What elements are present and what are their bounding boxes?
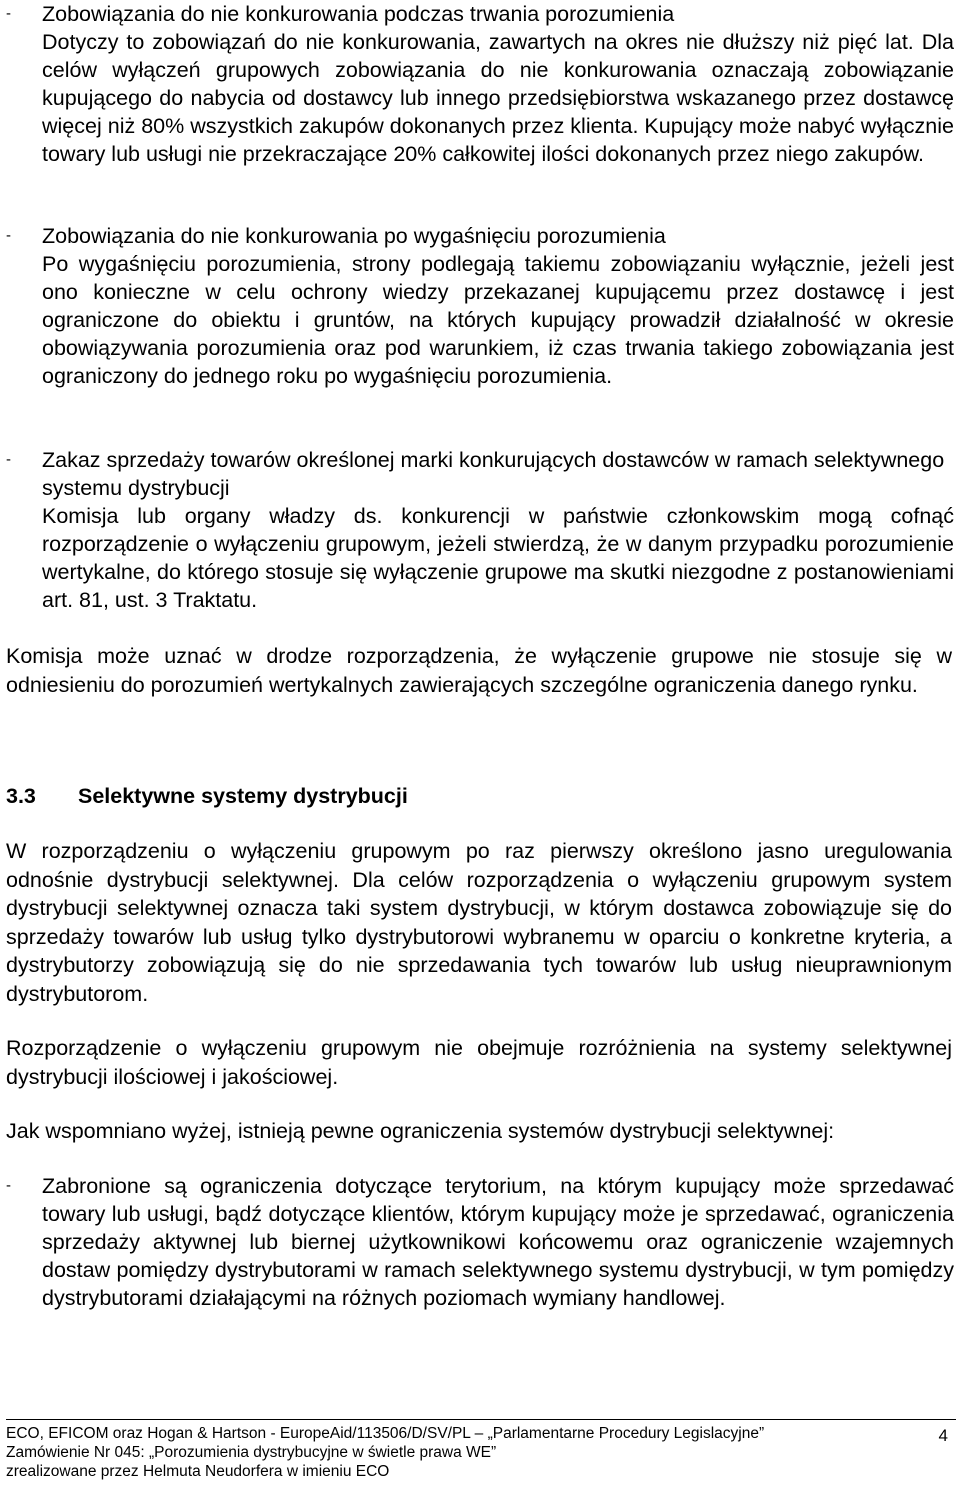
bullet-text: Po wygaśnięciu porozumienia, strony podlegają takiemu zobowiązaniu wyłącznie, jeżeli jest ono konieczne w celu ochrony wiedzy przekazanej kupującemu przez dostawcę i jest ograniczone do obiektu i gruntów, na których kupujący prowadził działalność w okresie obowiązywania porozumienia oraz pod warunkiem, iż czas trwania takiego zobowiązania jest ograniczony do jednego roku po wygaśnięciu porozumienia.	[42, 252, 954, 388]
bullet-territory-restrictions	[6, 1172, 954, 1312]
bullet-dash: -	[6, 227, 11, 244]
footer-line-2: Zamówienie Nr 045: „Porozumienia dystrybucyjne w świetle prawa WE”	[6, 1444, 497, 1461]
page-number: 4	[938, 1426, 948, 1445]
bullet-text: Zabronione są ograniczenia dotyczące terytorium, na którym kupujący może sprzedawać towary lub usługi, bądź dotyczące klientów, którym kupujący może je sprzedawać, ograniczenia sprzedaży aktywnej lub biernej użytkownikowi końcowemu oraz ograniczenie wzajemnych dostaw pomiędzy dystrybutorami w ramach selektywnego systemu dystrybucji, w tym pomiędzy dystrybutorami działającymi na różnych poziomach wymiany handlowej.	[42, 1174, 954, 1310]
section-title: Selektywne systemy dystrybucji	[78, 784, 408, 808]
paragraph-restrictions-intro: Jak wspomniano wyżej, istnieją pewne ograniczenia systemów dystrybucji selektywnej:	[6, 1119, 835, 1143]
bullet-heading: Zobowiązania do nie konkurowania po wygaśnięciu porozumienia	[42, 224, 666, 248]
section-heading	[6, 784, 408, 809]
paragraph-no-distinction: Rozporządzenie o wyłączeniu grupowym nie obejmuje rozróżnienia na systemy selektywnej dystrybucji ilościowej i jakościowej.	[6, 1036, 952, 1089]
paragraph-commission: Komisja może uznać w drodze rozporządzenia, że wyłączenie grupowe nie stosuje się w odniesieniu do porozumień wertykalnych zawierających szczególne ograniczenia danego rynku.	[6, 644, 952, 697]
bullet-heading: Zobowiązania do nie konkurowania podczas trwania porozumienia	[42, 2, 675, 26]
paragraph-selective-definition: W rozporządzeniu o wyłączeniu grupowym po raz pierwszy określono jasno uregulowania odnośnie dystrybucji selektywnej. Dla celów rozporządzenia o wyłączeniu grupowym system dystrybucji selektywnej oznacza taki system dystrybucji, w którym dostawca zobowiązuje się do sprzedaży towarów lub usług tylko dystrybutorowi wybranemu w oparciu o konkretne kryteria, a dystrybutorzy zobowiązują się do nie sprzedawania tych towarów lub usług nieuprawnionym dystrybutorom.	[6, 839, 952, 1006]
bullet-non-compete-after	[6, 222, 954, 390]
bullet-dash: -	[6, 451, 11, 468]
bullet-dash: -	[6, 1177, 11, 1194]
bullet-text: Komisja lub organy władzy ds. konkurencji w państwie członkowskim mogą cofnąć rozporządzenie o wyłączeniu grupowym, jeżeli stwierdzą, że w danym przypadku porozumienie wertykalne, do którego stosuje się wyłączenie grupowe ma skutki niezgodne z postanowieniami art. 81, ust. 3 Traktatu.	[42, 504, 954, 612]
bullet-text: Dotyczy to zobowiązań do nie konkurowania, zawartych na okres nie dłuższy niż pięć lat. Dla celów wyłączeń grupowych zobowiązania do nie konkurowania oznaczają zobowiązanie kupującego do nabycia od dostawcy lub innego przedsiębiorstwa wskazanego przez dostawcę więcej niż 80% wszystkich zakupów dokonanych przez klienta. Kupujący może nabyć wyłącznie towary lub usługi nie przekraczające 20% całkowitej ilości dokonanych przez niego zakupów.	[42, 30, 954, 166]
section-number: 3.3	[6, 784, 36, 808]
footer-line-3: zrealizowane przez Helmuta Neudorfera w imieniu ECO	[6, 1463, 390, 1480]
page-footer	[6, 1424, 956, 1481]
footer-rule	[6, 1419, 956, 1420]
footer-line-1: ECO, EFICOM oraz Hogan & Hartson - EuropeAid/113506/D/SV/PL – „Parlamentarne Procedury Legislacyjne”	[6, 1425, 765, 1442]
bullet-heading: Zakaz sprzedaży towarów określonej marki konkurujących dostawców w ramach selektywnego systemu dystrybucji	[42, 448, 945, 500]
bullet-non-compete-during	[6, 0, 954, 168]
bullet-brand-sales-ban	[6, 446, 954, 614]
bullet-dash: -	[6, 5, 11, 22]
